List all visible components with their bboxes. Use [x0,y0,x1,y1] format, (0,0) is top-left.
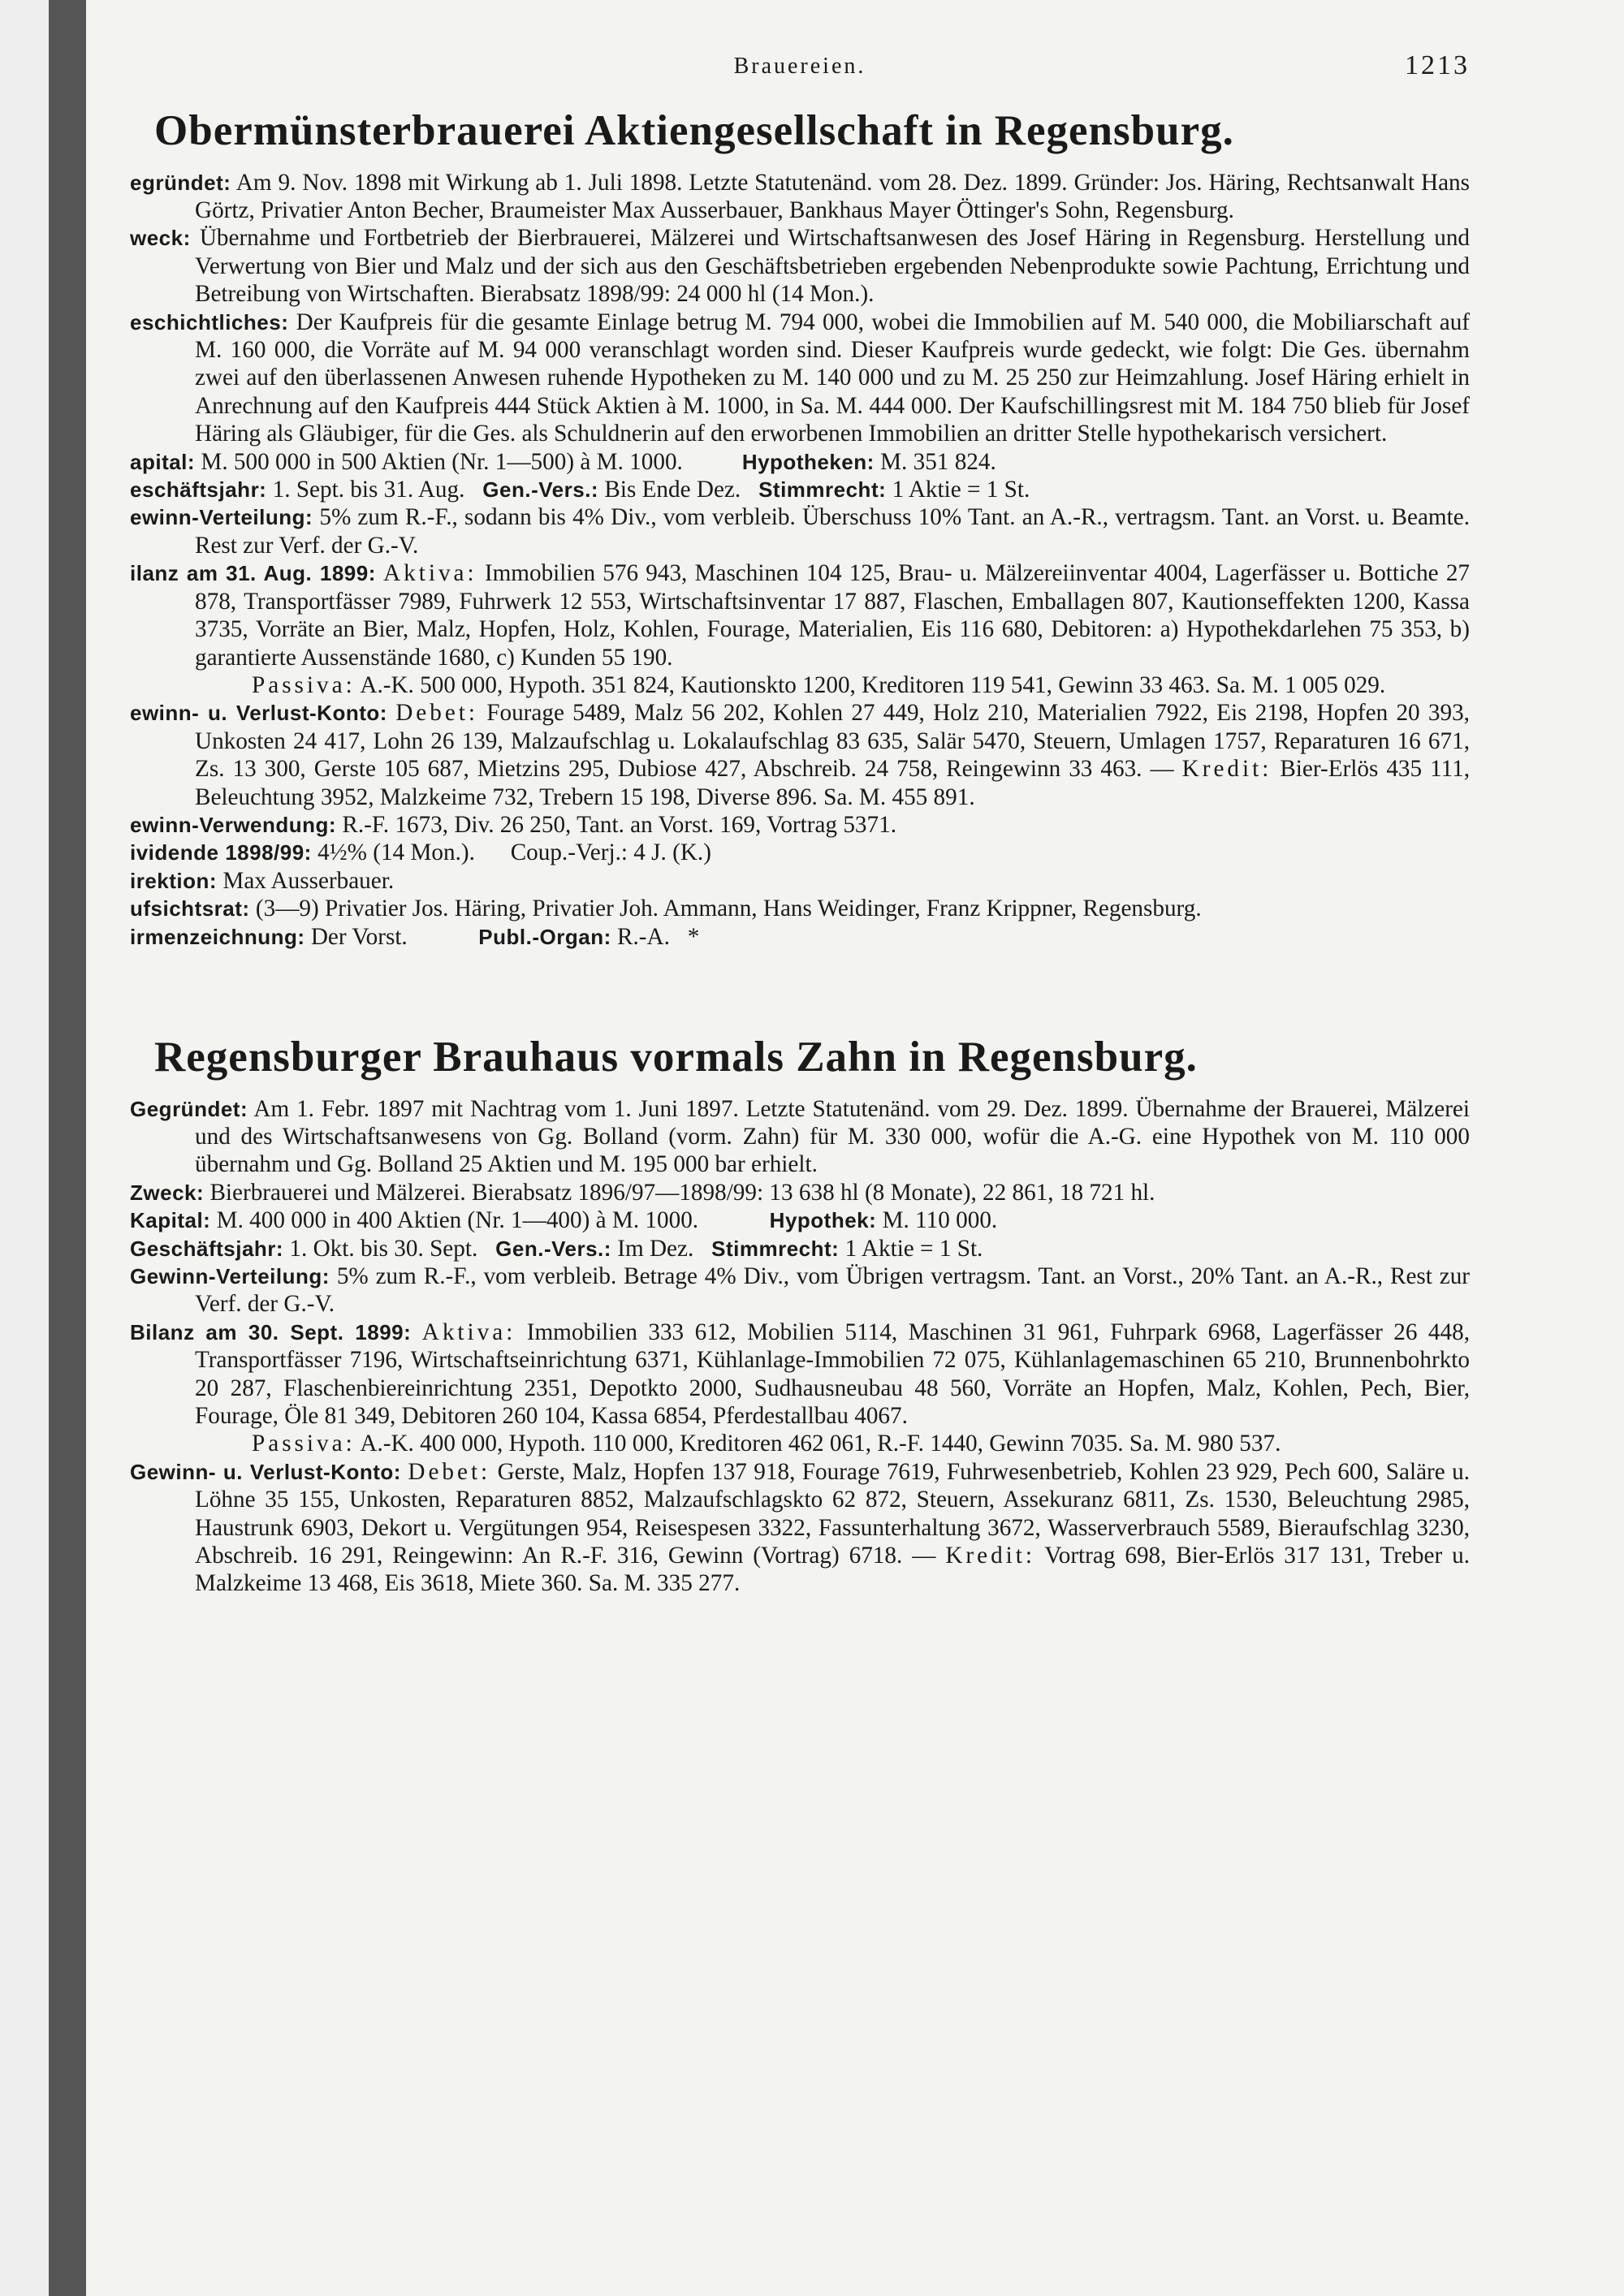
text-coup-verj: Coup.-Verj.: 4 J. (K.) [510,839,711,866]
text-zweck: Bierbrauerei und Mälzerei. Bierabsatz 1896/97—1898/99: 13 638 hl (8 Monate), 22 861, 18 721 hl. [209,1179,1155,1206]
label-geschaeftsjahr: eschäftsjahr: [130,477,267,503]
label-guv: Gewinn- u. Verlust-Konto: [130,1459,401,1484]
entry-gewinn-verteilung [130,1262,1470,1318]
entry-gewinn-verteilung [130,503,1470,559]
text-kredit: Vortrag 698, Bier-Erlös 317 131, Treber u. Malzkeime 13 468, Eis 3618, Miete 360. Sa. M. 335 277. [195,1543,1470,1597]
entry-passiva [130,671,1470,699]
text-gewinn-verteilung: 5% zum R.-F., vom verbleib. Betrage 4% Div., vom Übrigen vertragsm. Tant. an Vorst., 20% Tant. an A.-R., Rest zur Verf. der G.-V. [195,1263,1471,1318]
label-gewinn-verteilung: Gewinn-Verteilung: [130,1264,330,1288]
page-number: 1213 [1405,50,1470,80]
label-publ-organ: Publ.-Organ: [478,924,611,949]
label-aktiva: Aktiva: [383,560,477,587]
text-gegruendet: Am 1. Febr. 1897 mit Nachtrag vom 1. Juni 1897. Letzte Statutenänd. vom 29. Dez. 1899. Übernahme der Brauerei, Mälzerei und des Wirtschaftsanwesens von Gg. Bolland (vorm. Zahn) für M. 330 000, wofür die A.-G. eine Hypothek von M. 110 000 übernahm und Gg. Bolland 25 Aktien und M. 195 000 bar erhielt. [195,1095,1470,1178]
label-debet: Debet: [395,700,478,727]
label-kapital: Kapital: [130,1208,211,1233]
label-kapital: apital: [130,449,196,474]
text-kapital: M. 500 000 in 500 Aktien (Nr. 1—500) à M. 1000. [201,448,683,475]
text-passiva: A.-K. 500 000, Hypoth. 351 824, Kautionskto 1200, Kreditoren 119 541, Gewinn 33 463. Sa. M. 1 005 029. [360,671,1386,698]
text-gen-vers: Im Dez. [617,1235,694,1262]
entry-geschaeftsjahr [130,476,1470,503]
company-entry-regensburger-brauhaus [130,1032,1470,1598]
text-geschichtliches: Der Kaufpreis für die gesamte Einlage betrug M. 794 000, wobei die Immobilien auf M. 540 000, die Mobiliarschaft auf M. 160 000, die Vorräte auf M. 94 000 veranschlagt worden sind. Dieser Kaufpreis wurde gedeckt, wie folgt: Die Ges. übernahm zwei auf den überlassenen Anwesen ruhende Hypotheken zu M. 140 000 und zu M. 25 250 zur Heimzahlung. Josef Häring erhielt in Anrechnung auf den Kaufpreis 444 Stück Aktien à M. 1000, in Sa. M. 444 000. Der Kaufschillingsrest mit M. 184 750 blieb für Josef Häring als Gläubiger, für die Ges. als Schuldnerin auf den erworbenen Immobilien an dritter Stelle hypothekarisch versichert. [195,309,1471,447]
page-content [130,47,1470,1598]
text-gewinn-verwendung: R.-F. 1673, Div. 26 250, Tant. an Vorst. 169, Vortrag 5371. [342,811,896,838]
text-aktiva: Immobilien 576 943, Maschinen 104 125, Brau- u. Mälzereiinventar 4004, Lagerfässer u. Bottiche 27 878, Transportfässer 7989, Fuhrwerk 12 553, Wirtschaftsinventar 17 887, Flaschen, Emballagen 807, Kautionseffekten 1200, Kassa 3735, Vorräte an Bier, Malz, Hopfen, Holz, Kohlen, Fourage, Materialien, Eis 116 680, Debitoren: a) Hypothekdarlehen 75 353, b) garantierte Aussenstände 1680, c) Kunden 55 190. [195,560,1471,671]
text-stimmrecht: 1 Aktie = 1 St. [844,1235,983,1262]
text-passiva: A.-K. 400 000, Hypoth. 110 000, Kreditoren 462 061, R.-F. 1440, Gewinn 7035. Sa. M. 980 537. [360,1431,1281,1457]
text-firmenzeichnung: Der Vorst. [310,923,408,950]
entry-gegruendet [130,1095,1470,1179]
company-title: Regensburger Brauhaus vormals Zahn in Regensburg. [154,1033,1198,1081]
label-kredit: Kredit: [945,1543,1036,1569]
entry-direktion [130,867,1470,895]
text-kapital: M. 400 000 in 400 Aktien (Nr. 1—400) à M. 1000. [216,1207,699,1234]
text-kredit: Bier-Erlös 435 111, Beleuchtung 3952, Malzkeime 732, Trebern 15 198, Diverse 896. Sa. M. 455 891. [195,756,1471,810]
running-head-section: Brauereien. [733,54,866,79]
asterisk-mark: * [687,923,700,950]
text-debet: Fourage 5489, Malz 56 202, Kohlen 27 449, Holz 210, Materialien 7922, Eis 2198, Hopfen 20 393, Unkosten 24 417, Lohn 26 139, Malzaufschlag u. Lokalaufschlag 83 635, Salär 5470, Steuern, Umlagen 1757, Reparaturen 16 671, Zs. 13 300, Gerste 105 687, Mietzins 295, Dubiose 427, Abschreib. 24 758, Reingewinn 33 463. — [195,700,1470,783]
label-zweck: Zweck: [130,1180,205,1205]
entry-geschichtliches [130,309,1470,448]
label-aufsichtsrat: ufsichtsrat: [130,896,250,921]
text-dividende: 4½% (14 Mon.). [317,839,475,866]
text-aktiva: Immobilien 333 612, Mobilien 5114, Maschinen 31 961, Fuhrpark 6968, Lagerfässer 26 448, Transportfässer 7196, Wirtschaftseinrichtung 6371, Kühlanlage-Immobilien 72 075, Kühlanlagemaschinen 65 210, Brunnenbohrkto 20 287, Flaschenbiereinrichtung 2351, Depotkto 2000, Sudhausneubau 48 560, Vorräte an Hopfen, Malz, Kohlen, Pech, Bier, Fourage, Öle 81 349, Debitoren 260 104, Kassa 6854, Pferdestallbau 4067. [195,1318,1471,1430]
label-firmenzeichnung: irmenzeichnung: [130,924,305,949]
text-hypotheken: M. 351 824. [880,448,996,475]
entry-kapital [130,1206,1470,1234]
text-publ-organ: R.-A. [617,923,670,950]
label-kredit: Kredit: [1181,756,1272,783]
text-debet: Gerste, Malz, Hopfen 137 918, Fourage 7619, Fuhrwesenbetrieb, Kohlen 23 929, Pech 600, Saläre u. Löhne 35 155, Unkosten, Reparaturen 8852, Malzaufschlagskto 62 872, Steuern, Assekuranz 6811, Zs. 1530, Beleuchtung 2985, Haustrunk 6903, Dekort u. Vergütungen 954, Reisespesen 3322, Fassunterhaltung 3672, Wasserverbrauch 5589, Bieraufschlag 3230, Abschreib. 16 291, Reingewinn: An R.-F. 316, Gewinn (Vortrag) 6718. — [195,1458,1471,1569]
entry-zweck [130,1179,1470,1206]
entry-aufsichtsrat [130,895,1470,922]
running-head [130,47,1470,88]
label-gegruendet: Gegründet: [130,1096,248,1121]
entry-bilanz [130,1318,1470,1431]
text-geschaeftsjahr: 1. Okt. bis 30. Sept. [289,1235,478,1262]
label-gen-vers: Gen.-Vers.: [495,1236,611,1261]
label-hypotheken: Hypotheken: [741,449,875,474]
binding-strip [49,0,86,2296]
company-entry-obermuenster [130,106,1470,951]
label-gewinn-verwendung: ewinn-Verwendung: [130,812,337,837]
label-bilanz: ilanz am 31. Aug. 1899: [130,561,376,586]
text-gewinn-verteilung: 5% zum R.-F., sodann bis 4% Div., vom verbleib. Überschuss 10% Tant. an A.-R., vertragsm. Tant. an Vorst. u. Beamte. Rest zur Verf. der G.-V. [195,504,1470,559]
entry-kapital [130,448,1470,476]
text-geschaeftsjahr: 1. Sept. bis 31. Aug. [272,477,465,503]
entry-guv [130,1458,1470,1598]
label-gen-vers: Gen.-Vers.: [482,477,599,503]
text-aufsichtsrat: (3—9) Privatier Jos. Häring, Privatier Joh. Ammann, Hans Weidinger, Franz Krippner, Regensburg. [255,896,1202,922]
label-stimmrecht: Stimmrecht: [758,477,887,503]
company-title: Obermünsterbrauerei Aktiengesellschaft in Regensburg. [154,107,1234,154]
text-stimmrecht: 1 Aktie = 1 St. [892,477,1030,503]
entry-firmenzeichnung [130,923,1470,951]
entry-dividende [130,839,1470,866]
entry-gegruendet [130,169,1470,225]
label-geschichtliches: eschichtliches: [130,309,289,334]
label-dividende: ividende 1898/99: [130,840,312,865]
label-geschaeftsjahr: Geschäftsjahr: [130,1236,284,1261]
text-hypothek: M. 110 000. [882,1207,998,1234]
label-gewinn-verteilung: ewinn-Verteilung: [130,505,313,530]
entry-passiva [130,1430,1470,1457]
entry-bilanz [130,559,1470,671]
text-zweck: Übernahme und Fortbetrieb der Bierbrauerei, Mälzerei und Wirtschaftsanwesen des Josef Häring in Regensburg. Herstellung und Verwertung von Bier und Malz und der sich aus den Geschäftsbetrieben ergebenden Nebenprodukte sowie Pachtung, Errichtung und Betreibung von Wirtschaften. Bierabsatz 1898/99: 24 000 hl (14 Mon.). [195,225,1471,308]
entry-zweck [130,224,1470,308]
text-gen-vers: Bis Ende Dez. [604,477,741,503]
label-passiva: Passiva: [252,671,356,698]
label-debet: Debet: [408,1458,491,1485]
label-bilanz: Bilanz am 30. Sept. 1899: [130,1319,412,1344]
text-direktion: Max Ausserbauer. [222,867,395,894]
entry-geschaeftsjahr [130,1235,1470,1262]
label-guv: ewinn- u. Verlust-Konto: [130,701,387,726]
label-hypothek: Hypothek: [769,1208,877,1233]
label-passiva: Passiva: [252,1431,356,1457]
label-stimmrecht: Stimmrecht: [711,1236,840,1261]
label-gegruendet: egründet: [130,170,231,195]
label-zweck: weck: [130,226,191,251]
label-aktiva: Aktiva: [421,1318,516,1345]
label-direktion: irektion: [130,868,218,893]
entry-guv [130,699,1470,811]
text-gegruendet: Am 9. Nov. 1898 mit Wirkung ab 1. Juli 1898. Letzte Statutenänd. vom 28. Dez. 1899. Gründer: Jos. Häring, Rechtsanwalt Hans Görtz, Privatier Anton Becher, Braumeister Max Ausserbauer, Bankhaus Mayer Öttinger's Sohn, Regensburg. [195,169,1470,223]
entry-gewinn-verwendung [130,811,1470,839]
